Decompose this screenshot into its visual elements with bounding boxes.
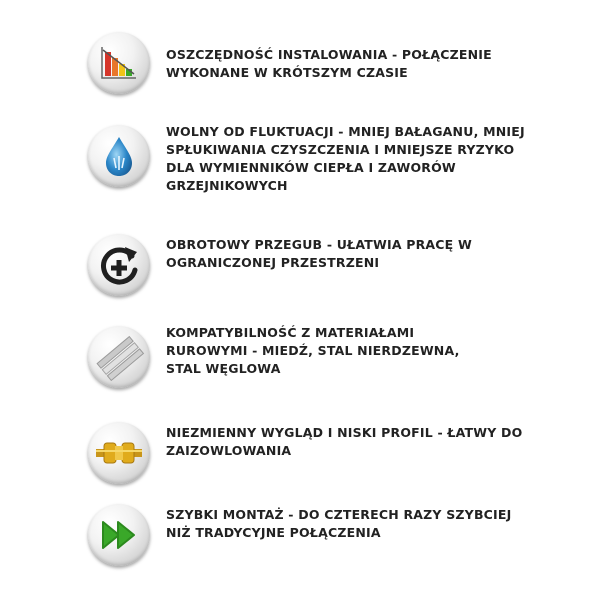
feature-item-installation-savings (0, 22, 600, 112)
feature-line: SZYBKI MONTAŻ - DO CZTERECH RAZY SZYBCIEJ (166, 507, 512, 522)
pipes-icon (88, 326, 150, 388)
feature-line: WOLNY OD FLUKTUACJI - MNIEJ BAŁAGANU, MNIEJ (166, 124, 525, 139)
feature-text (166, 46, 546, 82)
feature-item-low-profile (0, 414, 600, 504)
rotate-plus-icon (88, 234, 150, 296)
water-drop-icon (88, 125, 150, 187)
feature-line: WYKONANE W KRÓTSZYM CZASIE (166, 65, 408, 80)
feature-text (166, 324, 546, 378)
feature-line: STAL WĘGLOWA (166, 361, 281, 376)
feature-item-pipe-compatibility (0, 316, 600, 406)
feature-line: OSZCZĘDNOŚĆ INSTALOWANIA - POŁĄCZENIE (166, 47, 492, 62)
feature-line: DLA WYMIENNIKÓW CIEPŁA I ZAWORÓW (166, 160, 456, 175)
feature-item-fast-install (0, 496, 600, 586)
fast-forward-icon (88, 504, 150, 566)
feature-line: NIEZMIENNY WYGLĄD I NISKI PROFIL - ŁATWY DO (166, 425, 523, 440)
feature-line: ZAIZOWLOWANIA (166, 443, 292, 458)
feature-text (166, 424, 546, 460)
feature-line: SPŁUKIWANIA CZYSZCZENIA I MNIEJSZE RYZYKO (166, 142, 515, 157)
feature-text (166, 123, 546, 195)
bar-chart-icon (88, 32, 150, 94)
feature-item-swivel (0, 226, 600, 316)
feature-line: RUROWYMI - MIEDŹ, STAL NIERDZEWNA, (166, 343, 460, 358)
feature-line: KOMPATYBILNOŚĆ Z MATERIAŁAMI (166, 325, 415, 340)
feature-item-no-flux (0, 118, 600, 208)
feature-text (166, 236, 546, 272)
coupling-icon (88, 422, 150, 484)
feature-line: OGRANICZONEJ PRZESTRZENI (166, 255, 380, 270)
feature-text (166, 506, 546, 542)
feature-line: GRZEJNIKOWYCH (166, 178, 288, 193)
feature-line: OBROTOWY PRZEGUB - UŁATWIA PRACĘ W (166, 237, 472, 252)
feature-line: NIŻ TRADYCYJNE POŁĄCZENIA (166, 525, 381, 540)
